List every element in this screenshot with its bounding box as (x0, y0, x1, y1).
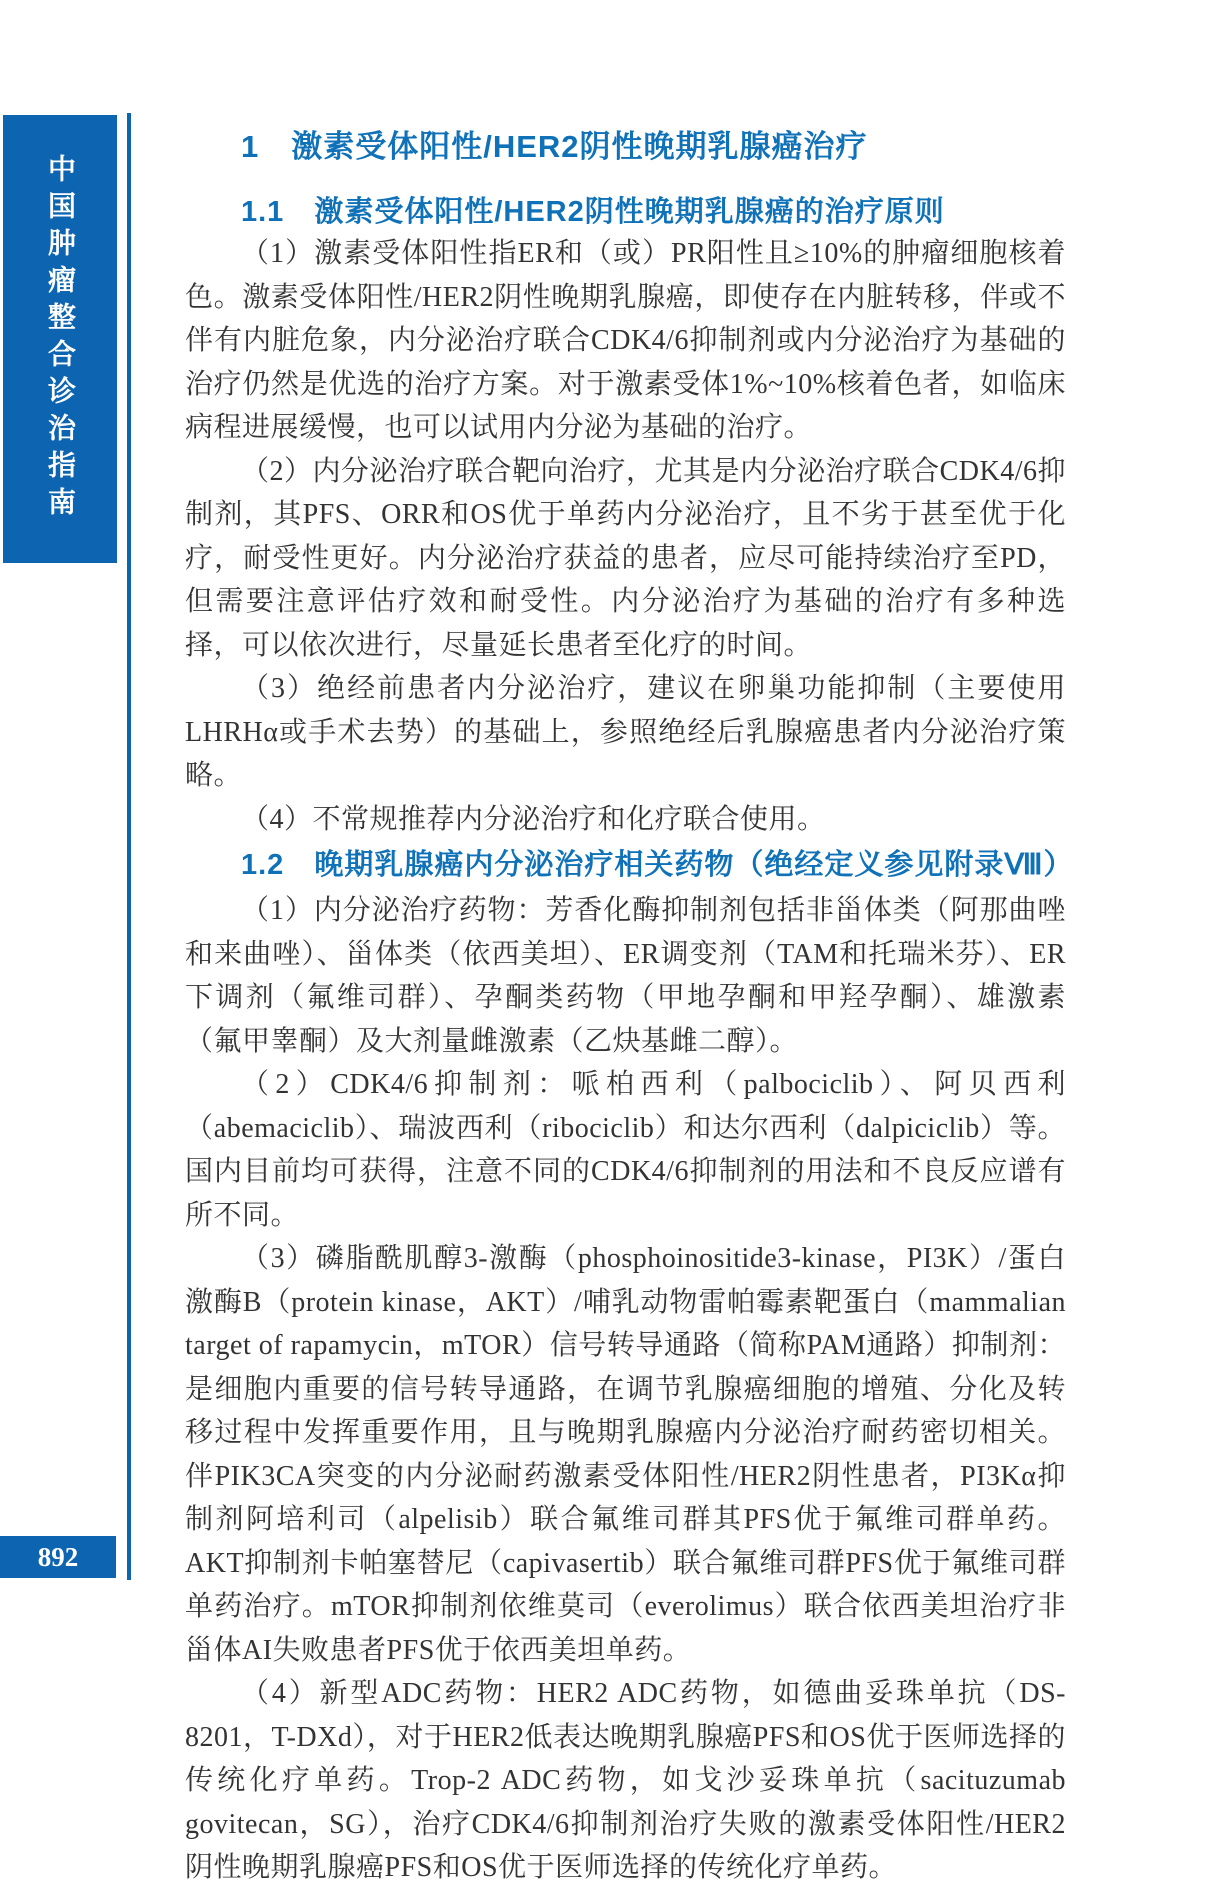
section-1-1-paragraph-4: （4）不常规推荐内分泌治疗和化疗联合使用。 (241, 803, 826, 835)
book-title-vertical: 中国肿瘤整合诊治指南 (45, 154, 76, 524)
book-title-banner (3, 115, 117, 563)
section-1-1-paragraph-2: （2）内分泌治疗联合靶向治疗，尤其是内分泌治疗联合CDK4/6抑制剂，其PFS、ORR和OS优于单药内分泌治疗，且不劣于甚至优于化疗，耐受性更好。内分泌治疗获益的患者，应尽可能持续治疗至PD，但需要注意评估疗效和耐受性。内分泌治疗为基础的治疗有多种选择，可以依次进行，尽量延长患者至化疗的时间。 (185, 455, 1066, 661)
page-number: 892 (37, 1541, 79, 1572)
section-1-1-heading: 1.1 激素受体阳性/HER2阴性晚期乳腺癌的治疗原则 (241, 196, 945, 228)
section-1-2-paragraph-2: （2）CDK4/6抑制剂：哌柏西利（palbociclib）、阿贝西利（abemaciclib）、瑞波西利（ribociclib）和达尔西利（dalpiciclib）等。国内目前均可获得，注意不同的CDK4/6抑制剂的用法和不良反应谱有所不同。 (185, 1069, 1066, 1231)
section-1-2-heading: 1.2 晚期乳腺癌内分泌治疗相关药物（绝经定义参见附录Ⅷ） (241, 849, 1074, 881)
section-1-1-paragraph-3: （3）绝经前患者内分泌治疗，建议在卵巢功能抑制（主要使用LHRHα或手术去势）的基础上，参照绝经后乳腺癌患者内分泌治疗策略。 (185, 673, 1066, 791)
page-divider-rule (127, 113, 131, 1580)
chapter-heading: 1 激素受体阳性/HER2阴性晚期乳腺癌治疗 (241, 129, 868, 164)
section-1-2-paragraph-3: （3）磷脂酰肌醇3-激酶（phosphoinositide3-kinase，PI3K）/蛋白激酶B（protein kinase，AKT）/哺乳动物雷帕霉素靶蛋白（mammalian target of rapamycin，mTOR）信号转导通路（简称PAM通路）抑制剂：是细胞内重要的信号转导通路，在调节乳腺癌细胞的增殖、分化及转移过程中发挥重要作用，且与晚期乳腺癌内分泌治疗耐药密切相关。伴PIK3CA突变的内分泌耐药激素受体阳性/HER2阴性患者，PI3Kα抑制剂阿培利司（alpelisib）联合氟维司群其PFS优于氟维司群单药。AKT抑制剂卡帕塞替尼（capivasertib）联合氟维司群PFS优于氟维司群单药治疗。mTOR抑制剂依维莫司（everolimus）联合依西美坦治疗非甾体AI失败患者PFS优于依西美坦单药。 (185, 1243, 1066, 1666)
page-number-badge (0, 1536, 116, 1578)
main-text-column (185, 128, 1074, 1890)
section-1-2-paragraph-1: （1）内分泌治疗药物：芳香化酶抑制剂包括非甾体类（阿那曲唑和来曲唑）、甾体类（依西美坦）、ER调变剂（TAM和托瑞米芬）、ER下调剂（氟维司群）、孕酮类药物（甲地孕酮和甲羟孕酮）、雄激素（氟甲睾酮）及大剂量雌激素（乙炔基雌二醇）。 (185, 895, 1066, 1057)
section-1-1-paragraph-1: （1）激素受体阳性指ER和（或）PR阳性且≥10%的肿瘤细胞核着色。激素受体阳性/HER2阴性晚期乳腺癌，即使存在内脏转移，伴或不伴有内脏危象，内分泌治疗联合CDK4/6抑制剂或内分泌治疗为基础的治疗仍然是优选的治疗方案。对于激素受体1%~10%核着色者，如临床病程进展缓慢，也可以试用内分泌为基础的治疗。 (185, 238, 1066, 443)
section-1-2-paragraph-4: （4）新型ADC药物：HER2 ADC药物，如德曲妥珠单抗（DS-8201，T-DXd），对于HER2低表达晚期乳腺癌PFS和OS优于医师选择的传统化疗单药。Trop-2 ADC药物，如戈沙妥珠单抗（sacituzumab govitecan，SG），治疗CDK4/6抑制剂治疗失败的激素受体阳性/HER2阴性晚期乳腺癌PFS和OS优于医师选择的传统化疗单药。 (185, 1678, 1066, 1883)
